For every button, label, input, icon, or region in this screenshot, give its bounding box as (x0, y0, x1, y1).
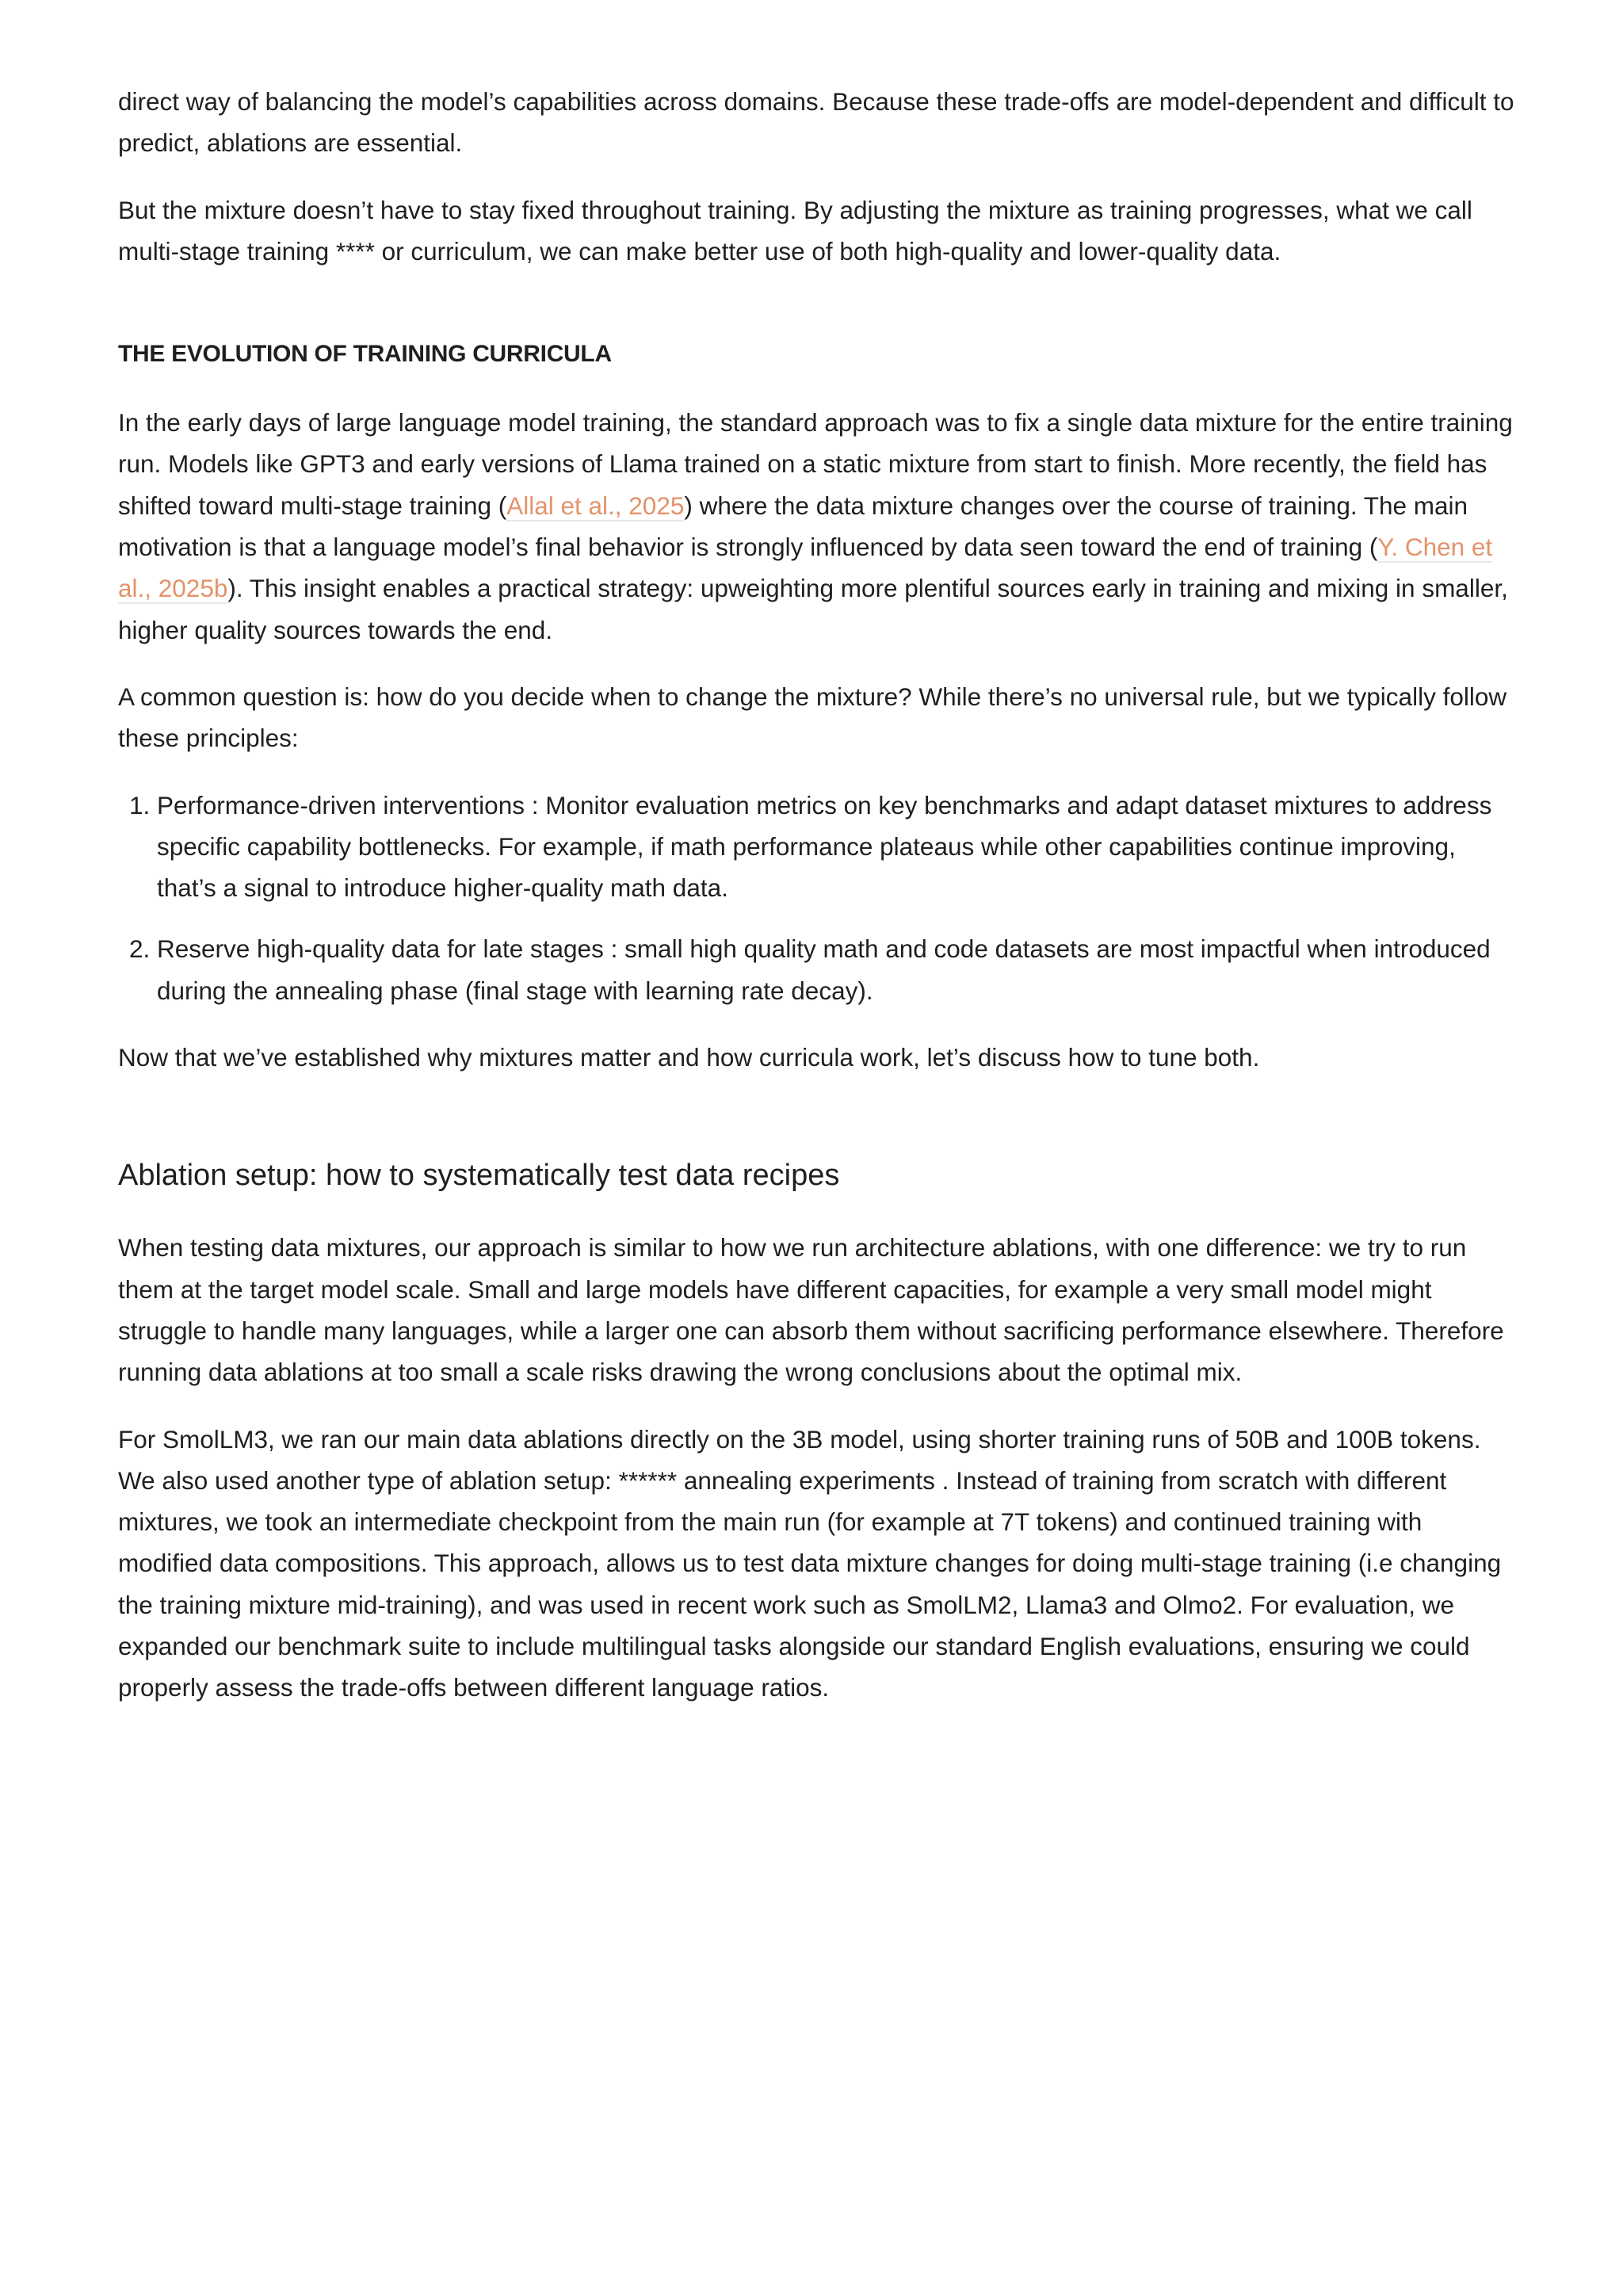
evolution-text-part-3: ). This insight enables a practical strategy: upweighting more plentiful sources early in training and mixing in smaller, higher quality sources towards the end. (118, 574, 1508, 644)
list-item: 1. Performance-driven interventions : Monitor evaluation metrics on key benchmarks and adapt dataset mixtures to address specific capability bottlenecks. For example, if math performance plateaus while other capabilities continue improving, that’s a signal to introduce higher-quality math data. (157, 785, 1521, 909)
citation-link-allal[interactable]: Allal et al., 2025 (506, 491, 685, 520)
evolution-text-part-1: In the early days of large language model training, the standard approach was to fix a single data mixture for the entire training run. Models like GPT3 and early versions of Llama trained on a static mixture from start to finish. More recently, the field has shifted toward multi-stage training ( (118, 408, 1513, 520)
ablation-paragraph-2: For SmolLM3, we ran our main data ablations directly on the 3B model, using shorter training runs of 50B and 100B tokens. We also used another type of ablation setup: ****** annealing experiments . Instead of training from scratch with different mixtures, we took an intermediate checkpoint from the main run (for example at 7T tokens) and continued training with modified data compositions. This approach, allows us to test data mixture changes for doing multi-stage training (i.e changing the training mixture mid-training), and was used in recent work such as SmolLM2, Llama3 and Olmo2. For evaluation, we expanded our benchmark suite to include multilingual tasks alongside our standard English evaluations, ensuring we could properly assess the trade-offs between different language ratios. (118, 1424, 1502, 1702)
citation-link-chen[interactable]: Y. Chen et al., 2025b (118, 533, 1493, 603)
list-item: 2. Reserve high-quality data for late stages : small high quality math and code datasets are most impactful when introduced during the annealing phase (final stage with learning rate decay). (157, 928, 1521, 1011)
ablation-section-heading: Ablation setup: how to systematically test data recipes (118, 1159, 840, 1193)
evolution-heading: THE EVOLUTION OF TRAINING CURRICULA (118, 341, 612, 368)
article-body (118, 81, 1521, 1734)
principles-list (118, 785, 1521, 1011)
ablation-paragraph-1: When testing data mixtures, our approach is similar to how we run architecture ablations, with one difference: we try to run them at the target model scale. Small and large models have different capacities, for example a very small model might struggle to handle many languages, while a larger one can absorb them without sacrificing performance elsewhere. Therefore running data ablations at too small a scale risks drawing the wrong conclusions about the optimal mix. (118, 1233, 1504, 1387)
evolution-paragraph-1 (118, 402, 1521, 651)
evolution-paragraph-3: Now that we’ve established why mixtures matter and how curricula work, let’s discuss how to tune both. (118, 1043, 1260, 1072)
intro-paragraph-1: direct way of balancing the model’s capabilities across domains. Because these trade-offs are model-dependent and difficult to predict, ablations are essential. (118, 87, 1514, 158)
evolution-text-part-2: ) where the data mixture changes over the course of training. The main motivation is that a language model’s final behavior is strongly influenced by data seen toward the end of training ( (118, 491, 1468, 562)
evolution-paragraph-2: A common question is: how do you decide when to change the mixture? While there’s no universal rule, but we typically follow these principles: (118, 682, 1507, 753)
intro-paragraph-2: But the mixture doesn’t have to stay fixed throughout training. By adjusting the mixture as training progresses, what we call multi-stage training **** or curriculum, we can make better use of both high-quality and lower-quality data. (118, 195, 1472, 266)
